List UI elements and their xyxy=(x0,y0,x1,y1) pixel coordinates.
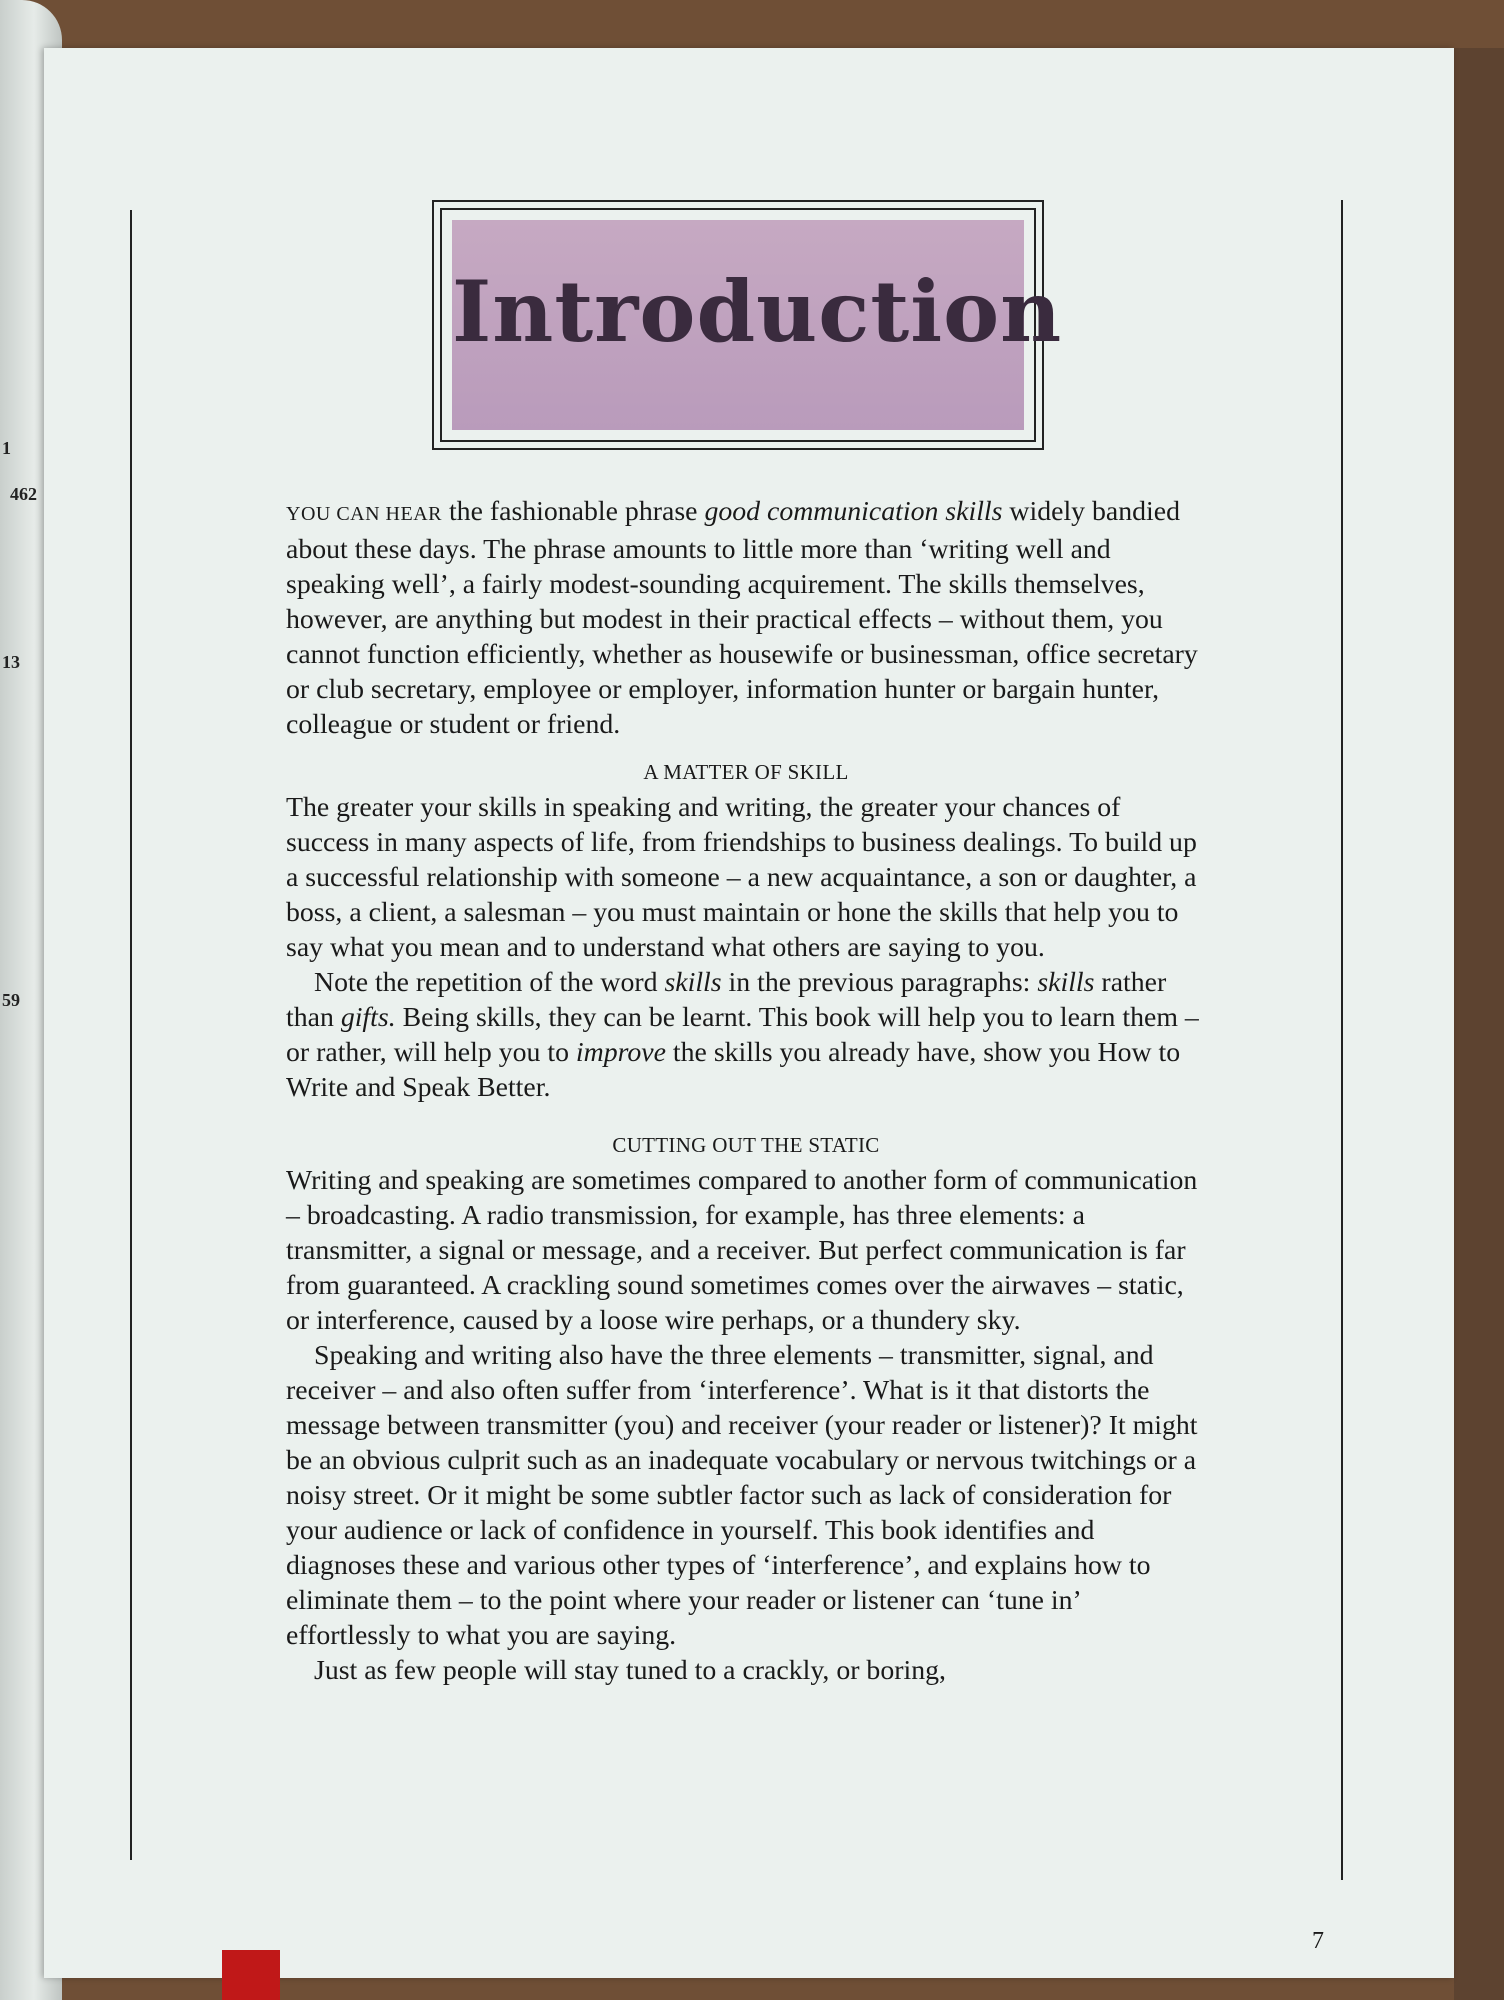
right-margin-rule xyxy=(1341,200,1343,1880)
book-page xyxy=(44,48,1454,1978)
section2-paragraph-2: Speaking and writing also have the three elements – transmitter, signal, and receiver – and also often suffer from ‘interference’. What is it that distorts the message between transmitter (you) and receiver (your reader or listener)? It might be an obvious culprit such as an inadequate vocabulary or nervous twitchings or a noisy street. Or it might be some subtler factor such as lack of consideration for your audience or lack of confidence in yourself. This book identifies and diagnoses these and various other types of ‘interference’, and explains how to eliminate them – to the point where your reader or listener can ‘tune in’ effortlessly to what you are saying. xyxy=(286,1340,1198,1651)
bookmark-ribbon xyxy=(222,1950,280,2000)
text-run: the skills you already have, show you How to Write and Speak Better. xyxy=(286,1037,1181,1103)
text-run: Note the repetition of the word xyxy=(314,967,665,998)
title-frame xyxy=(432,200,1063,450)
text-run: Being skills, they can be learnt. This book will help you to learn them – or rather, will help you to xyxy=(286,1002,1199,1068)
section1-paragraph-2 xyxy=(286,965,1206,1105)
intro-italic-phrase: good communication skills xyxy=(704,496,1003,527)
text-run: in the previous paragraphs: xyxy=(721,967,1038,998)
section-heading: A MATTER OF SKILL xyxy=(643,760,849,784)
page-title: Introduction xyxy=(452,262,1063,361)
text-run: rather than xyxy=(286,967,1167,1033)
italic-run: skills xyxy=(664,967,722,998)
facing-page-number: 59 xyxy=(2,990,20,1010)
title-panel xyxy=(452,220,1063,430)
title-inner-frame xyxy=(440,208,1063,442)
section2-paragraph-3: Just as few people will stay tuned to a crackly, or boring, xyxy=(314,1655,946,1686)
page-number: 7 xyxy=(1312,1928,1324,1954)
italic-run: skills xyxy=(1037,967,1095,998)
left-margin-rule xyxy=(130,210,132,1860)
facing-page-number: 1 xyxy=(2,438,11,458)
section-heading: CUTTING OUT THE STATIC xyxy=(612,1133,880,1157)
intro-paragraph xyxy=(286,494,1206,742)
section1-paragraph-1: The greater your skills in speaking and writing, the greater your chances of success in many aspects of life, from friendships to business dealings. To build up a successful relationship with someone – a new acquaintance, a son or daughter, a boss, a client, a salesman – you must maintain or hone the skills that help you to say what you mean and to understand what others are saying to you. xyxy=(286,792,1197,963)
italic-run: gifts. xyxy=(340,1002,396,1033)
facing-page-number: 13 xyxy=(2,652,20,672)
body-text xyxy=(286,494,1206,1688)
facing-page-number: 462 xyxy=(10,484,37,504)
background-shadow xyxy=(1454,48,1504,2000)
intro-text-1: the fashionable phrase xyxy=(442,496,705,527)
intro-text-2: widely bandied about these days. The phrase amounts to little more than ‘writing well and speaking well’, a fairly modest-sounding acquirement. The skills themselves, however, are anything but modest in their practical effects – without them, you cannot function efficiently, whether as housewife or businessman, office secretary or club secretary, employee or employer, information hunter or bargain hunter, colleague or student or friend. xyxy=(286,496,1198,740)
italic-run: improve xyxy=(575,1037,666,1068)
section2-paragraph-1: Writing and speaking are sometimes compared to another form of communication – broadcasting. A radio transmission, for example, has three elements: a transmitter, a signal or message, and a receiver. But perfect communication is far from guaranteed. A crackling sound sometimes comes over the airwaves – static, or interference, caused by a loose wire perhaps, or a thundery sky. xyxy=(286,1165,1198,1336)
lead-in-smallcaps: YOU CAN HEAR xyxy=(286,503,442,525)
